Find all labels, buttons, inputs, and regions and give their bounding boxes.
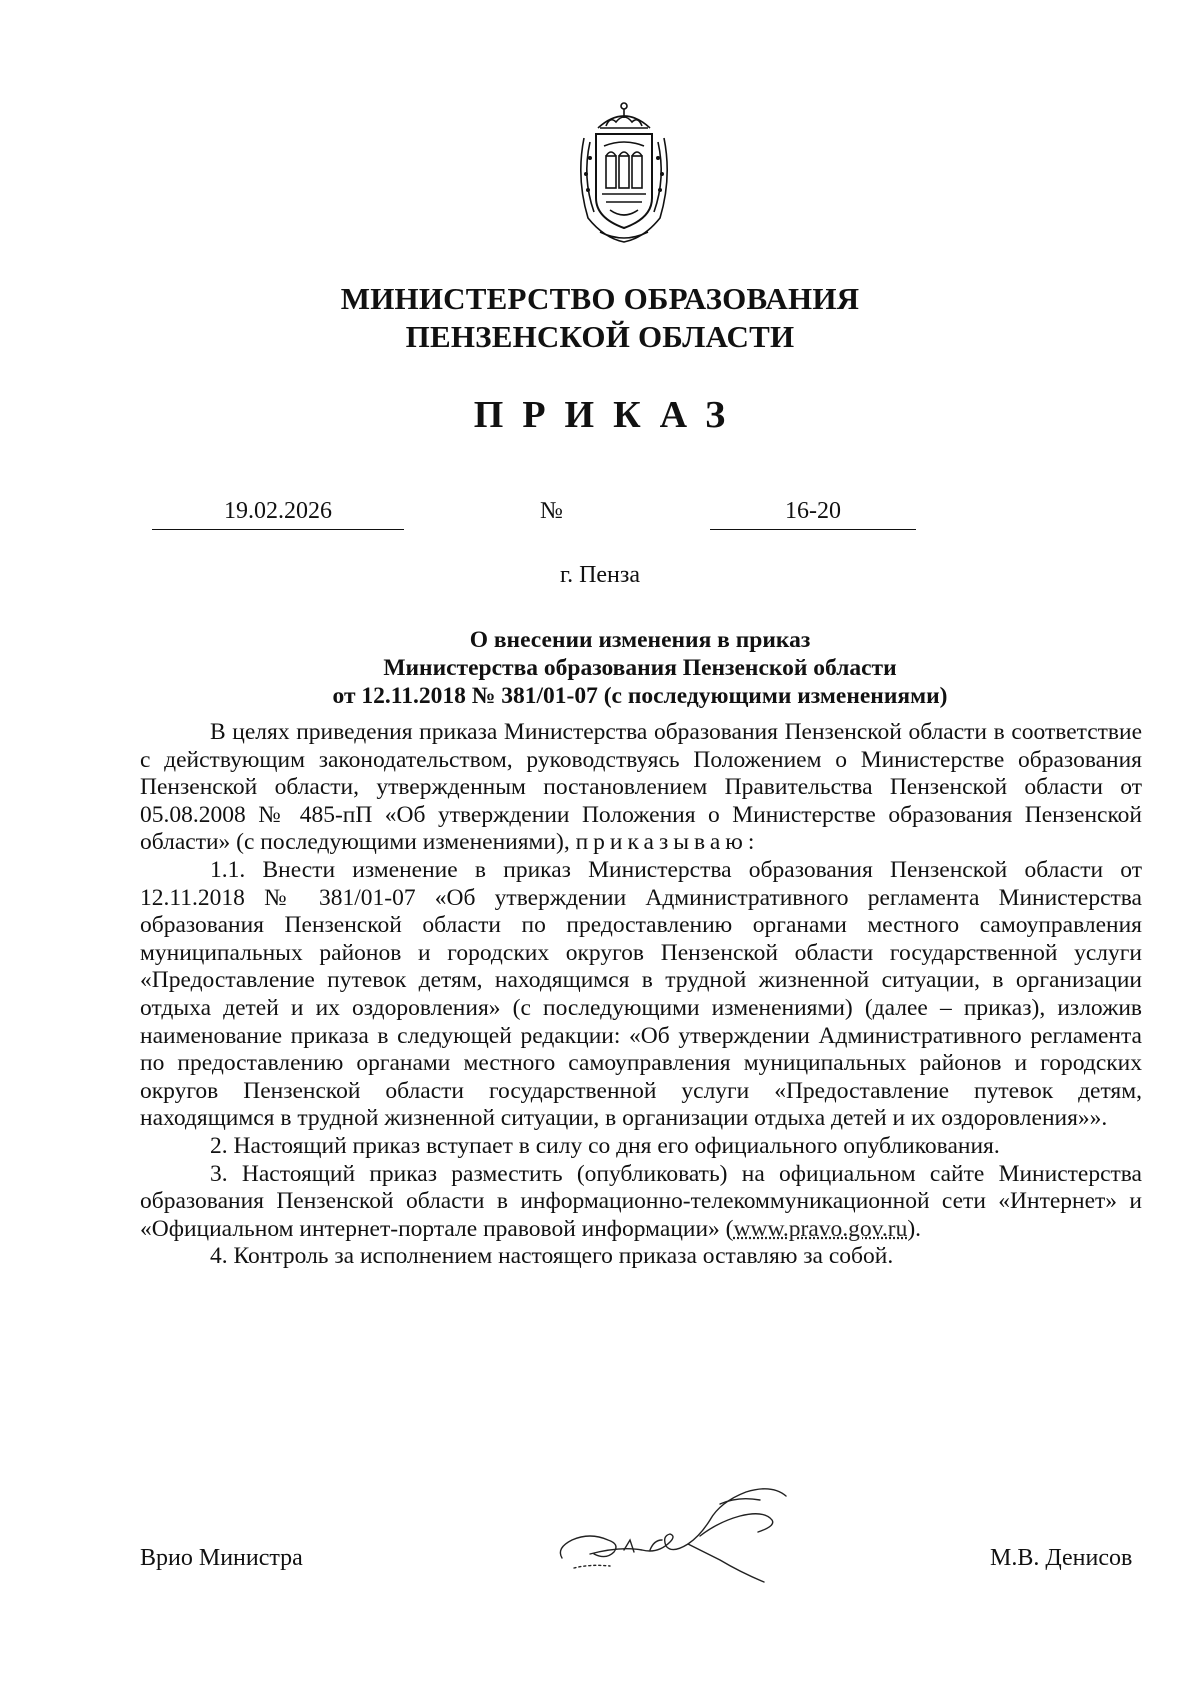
ministry-title-line2: ПЕНЗЕНСКОЙ ОБЛАСТИ (405, 319, 795, 354)
order-date: 19.02.2026 (152, 498, 404, 530)
item-3-paragraph (140, 1161, 1142, 1244)
document-type-heading: ПРИКАЗ (473, 394, 745, 436)
number-sign: № (540, 498, 563, 524)
subject-line2: Министерства образования Пензенской области (383, 655, 897, 681)
order-body (140, 719, 1142, 1271)
subject-line3: от 12.11.2018 № 381/01-07 (с последующими изменениями) (332, 683, 948, 709)
order-number: 16-20 (710, 498, 916, 530)
subject-line1: О внесении изменения в приказ (469, 627, 811, 653)
signature-icon (550, 1480, 810, 1592)
order-word: приказываю: (575, 829, 760, 856)
signatory-role: Врио Министра (140, 1545, 303, 1571)
item-1-paragraph: 1.1. Внести изменение в приказ Министерства образования Пензенской области от 12.11.2018 № 381/01-07 «Об утверждении Административного регламента Министерства образования Пензенской области по предоставлению органами местного самоуправления муниципальных районов и городских округов Пензенской области государственной услуги «Предоставление путевок детям, находящимся в трудной жизненной ситуации, в организации отдыха детей и их оздоровления» (с последующими изменениями) (далее – приказ), изложив наименование приказа в следующей редакции: «Об утверждении Административного регламента по предоставлению органами местного самоуправления муниципальных районов и городских округов Пензенской области государственной услуги «Предоставление путевок детям, находящимся в трудной жизненной ситуации, в организации отдыха детей и их оздоровления»». (140, 856, 1142, 1132)
preamble-paragraph (140, 719, 1142, 857)
signatory-name: М.В. Денисов (990, 1545, 1133, 1571)
item-3-end: ). (907, 1215, 922, 1242)
order-subject (140, 626, 1140, 710)
ministry-title-line1: МИНИСТЕРСТВО ОБРАЗОВАНИЯ (340, 281, 860, 316)
item-4-paragraph: 4. Контроль за исполнением настоящего приказа оставляю за собой. (210, 1243, 894, 1270)
pravo-gov-link[interactable]: www.pravo.gov.ru (733, 1215, 908, 1242)
preamble-text: В целях приведения приказа Министерства образования Пензенской области в соответствие с действующим законодательством, руководствуясь Положением о Министерстве образования Пензенской области, утвержденным постановлением Правительства Пензенской области от 05.08.2008 № 485-пП «Об утверждении Положения о Министерстве образования Пензенской области» (с последующими изменениями), (140, 719, 1142, 856)
coat-of-arms-icon (570, 98, 678, 246)
item-2-paragraph: 2. Настоящий приказ вступает в силу со дня его официального опубликования. (210, 1132, 1000, 1159)
item-3-text: 3. Настоящий приказ разместить (опубликовать) на официальном сайте Министерства образования Пензенской области в информационно-телекоммуникационной сети «Интернет» и «Официальном интернет-портале правовой информации» ( (140, 1160, 1142, 1242)
city-label: г. Пенза (559, 562, 641, 588)
